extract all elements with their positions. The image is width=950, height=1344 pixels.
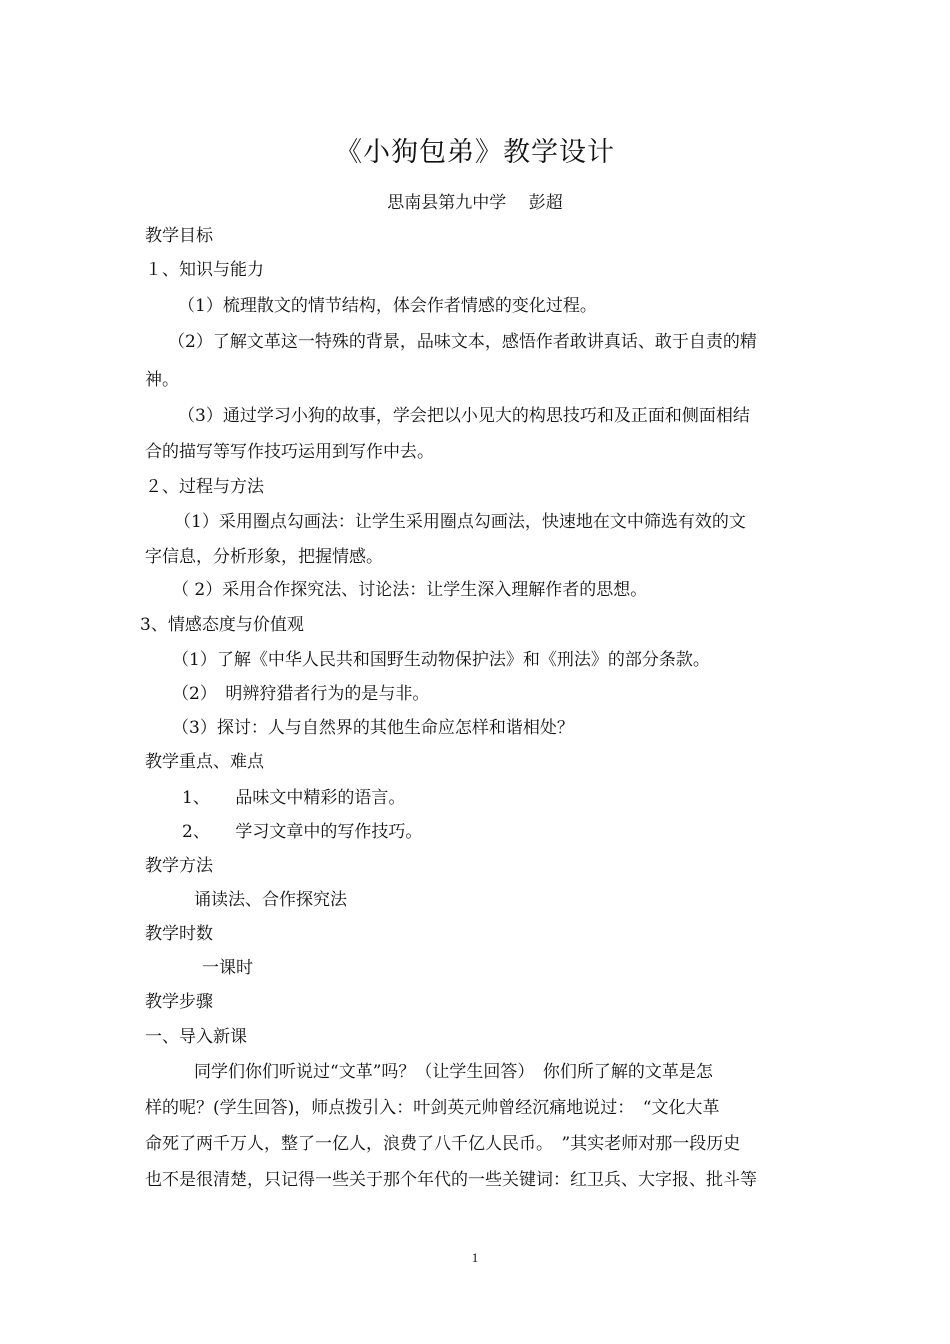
paragraph-line: 样的呢？(学生回答)，师点拨引入：叶剑英元帅曾经沉痛地说过： “文化大革 — [145, 1098, 720, 1118]
page-number: 1 — [471, 1250, 479, 1265]
heading-steps: 教学步骤 — [145, 992, 213, 1012]
author-line: 思南县第九中学 彭超 — [387, 193, 563, 213]
paragraph-line: （2）了解文革这一特殊的背景，品味文本，感悟作者敢讲真话、敢于自责的精 — [168, 332, 757, 352]
paragraph-line: （3）通过学习小狗的故事，学会把以小见大的构思技巧和及正面和侧面相结 — [178, 406, 750, 426]
document-title: 《小狗包弟》教学设计 — [335, 137, 615, 168]
paragraph-line: （1）了解《中华人民共和国野生动物保护法》和《刑法》的部分条款。 — [172, 650, 710, 670]
subheading-intro: 一、导入新课 — [145, 1027, 247, 1047]
subheading-attitude: 3、情感态度与价值观 — [140, 615, 304, 635]
paragraph-line: 诵读法、合作探究法 — [194, 890, 347, 910]
heading-teaching-goals: 教学目标 — [145, 226, 213, 246]
paragraph-line: （3）探讨：人与自然界的其他生命应怎样和谐相处？ — [172, 718, 574, 738]
paragraph-line: 同学们你们听说过“文革”吗？（让学生回答） 你们所了解的文革是怎 — [194, 1062, 713, 1082]
paragraph-line: 合的描写等写作技巧运用到写作中去。 — [145, 442, 434, 462]
heading-hours: 教学时数 — [145, 924, 213, 944]
paragraph-line: 也不是很清楚，只记得一些关于那个年代的一些关键词：红卫兵、大字报、批斗等 — [145, 1170, 757, 1190]
list-item: 1、 品味文中精彩的语言。 — [182, 788, 406, 808]
heading-methods: 教学方法 — [145, 856, 213, 876]
subheading-knowledge: １、知识与能力 — [145, 260, 264, 280]
paragraph-line: 字信息，分析形象，把握情感。 — [145, 547, 383, 567]
paragraph-line: （2） 明辨狩猎者行为的是与非。 — [172, 684, 430, 704]
paragraph-line: （1）梳理散文的情节结构，体会作者情感的变化过程。 — [178, 296, 597, 316]
list-item: 2、 学习文章中的写作技巧。 — [182, 822, 423, 842]
paragraph-line: （ 2）采用合作探究法、讨论法：让学生深入理解作者的思想。 — [172, 580, 648, 600]
heading-key-points: 教学重点、难点 — [145, 752, 264, 772]
paragraph-line: （1）采用圈点勾画法：让学生采用圈点勾画法，快速地在文中筛选有效的文 — [174, 512, 746, 532]
paragraph-line: 神。 — [145, 370, 179, 390]
subheading-process: ２、过程与方法 — [145, 477, 264, 497]
paragraph-line: 一课时 — [202, 958, 253, 978]
paragraph-line: 命死了两千万人，整了一亿人，浪费了八千亿人民币。 ”其实老师对那一段历史 — [145, 1134, 741, 1154]
